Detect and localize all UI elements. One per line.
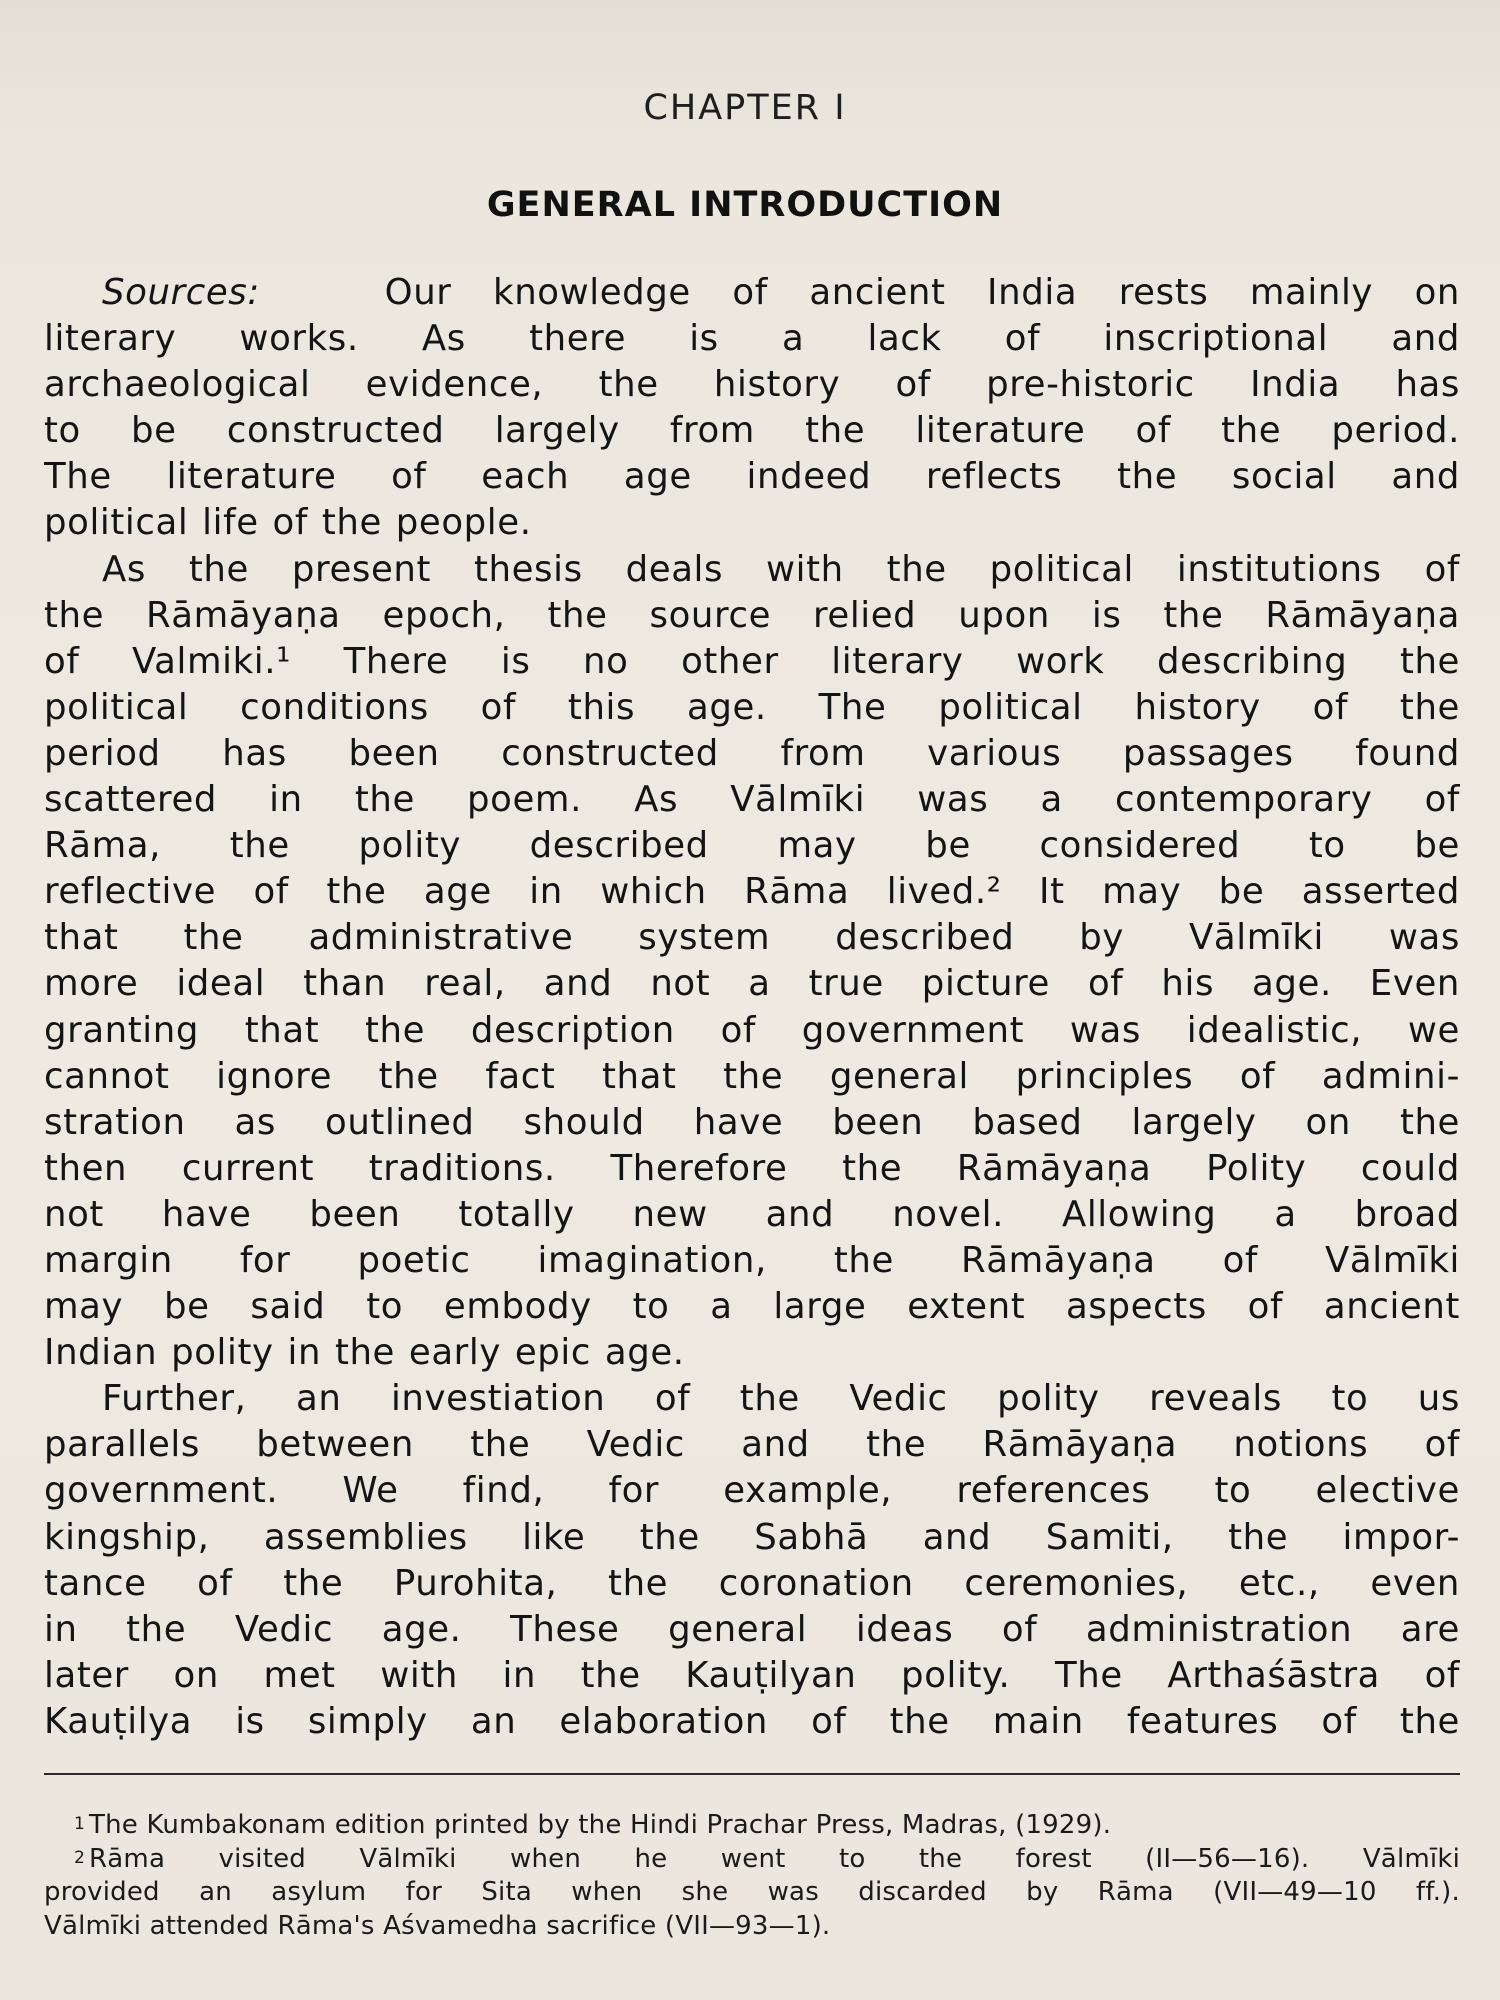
footnote-text: Rāma visited Vālmīki when he went to the forest (II—56—16). Vālmīki [89,1844,1460,1874]
body-line: the Rāmāyaṇa epoch, the source relied upon is the Rāmāyaṇa [44,594,1460,636]
body-line: reflective of the age in which Rāma lived.² It may be asserted [44,871,1460,913]
body-line: Kauṭilya is simply an elaboration of the main features of the [44,1700,1460,1742]
body-line: The literature of each age indeed reflects the social and [44,456,1460,498]
body-line: of Valmiki.¹ There is no other literary work describing the [44,640,1460,682]
footnote-line: Vālmīki attended Rāma's Aśvamedha sacrifice (VII—93—1). [44,1911,831,1941]
body-line: kingship, assemblies like the Sabhā and Samiti, the impor- [44,1516,1460,1558]
body-line: more ideal than real, and not a true picture of his age. Even [44,963,1460,1005]
footnote-text: The Kumbakonam edition printed by the Hindi Prachar Press, Madras, (1929). [89,1810,1112,1840]
chapter-label: CHAPTER I [643,88,847,128]
footnotes [44,1807,1460,1943]
body-line: Indian polity in the early epic age. [44,1332,685,1374]
footnote-mark: 2 [74,1848,86,1868]
body-line [44,270,1460,316]
footnote-line: provided an asylum for Sita when she was discarded by Rāma (VII—49—10 ff.). [44,1877,1460,1907]
body-line: then current traditions. Therefore the Rāmāyaṇa Polity could [44,1147,1460,1189]
footnote-mark: 1 [74,1814,86,1834]
body-line: literary works. As there is a lack of inscriptional and [44,318,1460,360]
body-line: government. We find, for example, references to elective [44,1470,1460,1512]
body-line: As the present thesis deals with the political institutions of [102,548,1460,590]
body-line: to be constructed largely from the literature of the period. [44,410,1460,452]
body-line: stration as outlined should have been based largely on the [44,1101,1460,1143]
chapter-title: GENERAL INTRODUCTION [486,185,1004,225]
body-line: later on met with in the Kauṭilyan polity. The Arthaśāstra of [44,1654,1460,1696]
body-line: scattered in the poem. As Vālmīki was a contemporary of [44,779,1460,821]
body-line: tance of the Purohita, the coronation ceremonies, etc., even [44,1562,1460,1604]
body-line: Rāma, the polity described may be considered to be [44,825,1460,867]
body-line-text: Our knowledge of ancient India rests mainly on [384,272,1460,313]
footnote-2 [44,1841,1460,1875]
body-text [44,270,1460,1745]
body-line: parallels between the Vedic and the Rāmāyaṇa notions of [44,1424,1460,1466]
body-line: period has been constructed from various passages found [44,732,1460,774]
body-line: margin for poetic imagination, the Rāmāyaṇa of Vālmīki [44,1239,1460,1281]
body-line: Further, an investiation of the Vedic polity reveals to us [102,1378,1460,1420]
body-line: political life of the people. [44,502,532,544]
sources-lead: Sources: [102,272,260,313]
body-line: cannot ignore the fact that the general principles of admini- [44,1055,1460,1097]
footnote-divider [44,1773,1460,1775]
body-line: archaeological evidence, the history of pre-historic India has [44,364,1460,406]
body-line: may be said to embody to a large extent aspects of ancient [44,1286,1460,1328]
body-line: political conditions of this age. The political history of the [44,686,1460,728]
body-line: that the administrative system described by Vālmīki was [44,917,1460,959]
body-line: granting that the description of government was idealistic, we [44,1009,1460,1051]
footnote-1 [44,1807,1460,1841]
body-line: not have been totally new and novel. Allowing a broad [44,1193,1460,1235]
body-line: in the Vedic age. These general ideas of administration are [44,1608,1460,1650]
